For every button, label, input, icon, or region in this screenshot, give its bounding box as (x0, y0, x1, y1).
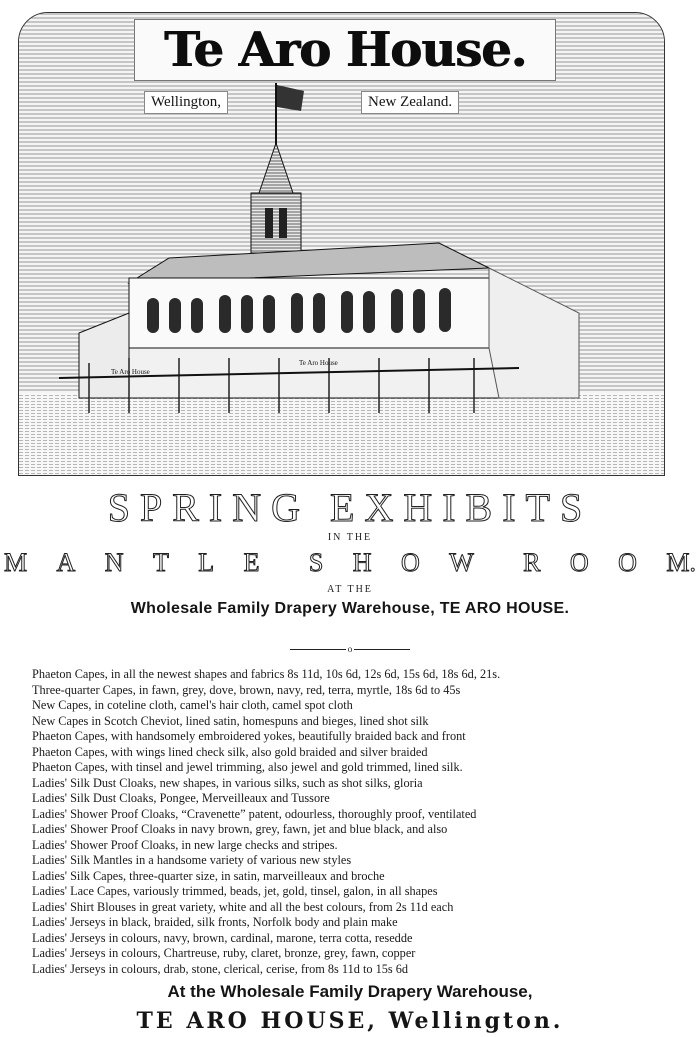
mantle-letter: M (4, 548, 28, 577)
footer-line-2: TE ARO HOUSE, Wellington. (136, 1008, 564, 1034)
tower-body (251, 193, 301, 253)
tower-window (265, 208, 273, 238)
mantle-show-room-heading (0, 548, 700, 578)
list-item: Ladies' Shower Proof Cloaks, in new large checks and stripes. (32, 837, 338, 852)
mantle-letter: O (569, 548, 589, 577)
mantle-letter: L (198, 548, 215, 577)
list-item: Ladies' Silk Capes, three-quarter size, in satin, marveilleaux and broche (32, 868, 385, 883)
mantle-letter: A (56, 548, 76, 577)
list-item: New Capes in Scotch Cheviot, lined satin, homespuns and bieges, lined shot silk (32, 713, 429, 728)
mantle-letter: E (243, 548, 260, 577)
in-the-label: IN THE (327, 532, 373, 543)
headline: SPRING EXHIBITS (107, 485, 593, 530)
location-left: Wellington, (144, 91, 228, 114)
ground (19, 393, 664, 475)
building-upper-floor (129, 278, 489, 348)
section-divider (290, 644, 410, 654)
building-sign-right: Te Aro House (299, 359, 338, 367)
list-item: Ladies' Silk Dust Cloaks, new shapes, in various silks, such as shot silks, gloria (32, 775, 423, 790)
list-item: Phaeton Capes, with handsomely embroidered yokes, beautifully braided back and front (32, 729, 466, 743)
list-item: New Capes, in coteline cloth, camel's hair cloth, camel spot cloth (32, 698, 353, 712)
list-item: Ladies' Shower Proof Cloaks, “Cravenette” patent, odourless, thoroughly proof, ventilated (32, 806, 477, 821)
mantle-letter: S (308, 548, 324, 577)
product-list (32, 667, 672, 977)
subheadline: Wholesale Family Drapery Warehouse, TE ARO HOUSE. (130, 600, 570, 617)
list-item: Ladies' Silk Dust Cloaks, Pongee, Merveilleaux and Tussore (32, 791, 330, 805)
list-item: Phaeton Capes, with wings lined check silk, also gold braided and silver braided (32, 744, 428, 759)
mantle-letter: W (449, 548, 474, 577)
building-engraving (19, 13, 664, 475)
list-item: Ladies' Silk Mantles in a handsome variety of various new styles (32, 853, 352, 867)
tower-window (279, 208, 287, 238)
footer-line-1: At the Wholesale Family Drapery Warehouse, (167, 982, 533, 1001)
mantle-letter: O (400, 548, 420, 577)
list-item: Ladies' Shower Proof Cloaks in navy brown, grey, fawn, jet and blue black, and also (32, 822, 448, 836)
list-item: Three-quarter Capes, in fawn, grey, dove, brown, navy, red, terra, myrtle, 18s 6d to 45s (32, 682, 461, 697)
title-banner (134, 19, 556, 81)
list-item: Ladies' Jerseys in colours, drab, stone, clerical, cerise, from 8s 11d to 15s 6d (32, 961, 409, 976)
list-item: Ladies' Lace Capes, variously trimmed, beads, jet, gold, tinsel, galon, in all shapes (32, 884, 438, 898)
list-item: Ladies' Jerseys in black, braided, silk fronts, Norfolk body and plain make (32, 915, 398, 929)
location-right: New Zealand. (361, 91, 459, 114)
list-item: Ladies' Shirt Blouses in great variety, white and all the best colours, from 2s 11d each (32, 899, 454, 914)
list-item: Ladies' Jerseys in colours, navy, brown, cardinal, marone, terra cotta, resedde (32, 930, 413, 945)
illustration-frame (18, 12, 665, 476)
mantle-letter: O (618, 548, 637, 577)
mantle-letter: H (352, 548, 372, 577)
building-sign-left: Te Aro House (111, 368, 150, 376)
divider-mark: o (347, 644, 353, 654)
mantle-letter: M. (666, 548, 696, 577)
mantle-letter: T (152, 548, 169, 577)
list-item: Phaeton Capes, in all the newest shapes and fabrics 8s 11d, 10s 6d, 12s 6d, 15s 6d, 18s 6d, 21s. (32, 667, 501, 681)
page-title: Te Aro House. (163, 22, 527, 78)
list-item: Phaeton Capes, with tinsel and jewel trimming, also jewel and gold trimmed, lined silk. (32, 760, 463, 774)
list-item: Ladies' Jerseys in colours, Chartreuse, ruby, claret, bronze, grey, fawn, copper (32, 946, 416, 960)
mantle-letter: N (104, 548, 124, 577)
at-the-label: AT THE (327, 584, 373, 595)
mantle-letter: R (523, 548, 541, 577)
